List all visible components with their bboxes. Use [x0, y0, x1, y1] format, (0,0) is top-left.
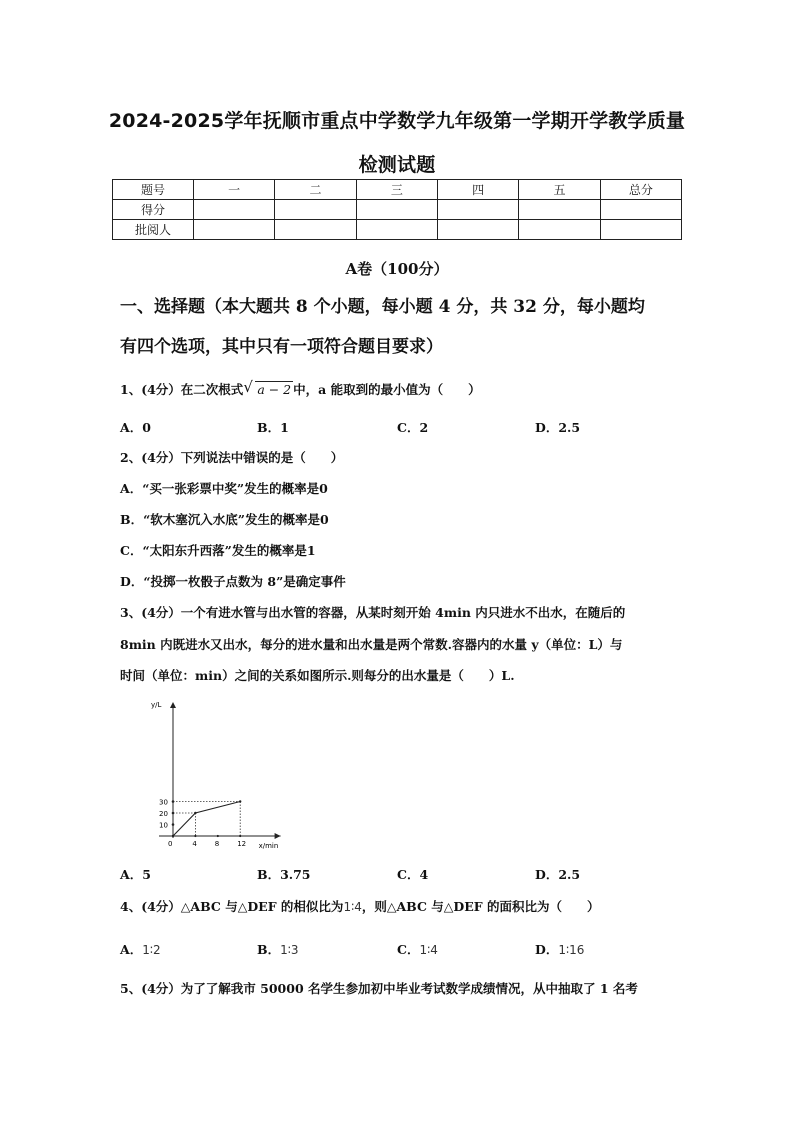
- q3-option-c[interactable]: C．4: [397, 867, 429, 882]
- x-tick-dot: [239, 835, 241, 837]
- x-tick-label: 4: [192, 840, 197, 848]
- q1-prefix: 1、(4分）在二次根式: [120, 382, 244, 397]
- score-header-cell: 五: [519, 180, 600, 200]
- score-cell[interactable]: [519, 200, 600, 220]
- q3-option-b[interactable]: B．3.75: [257, 867, 311, 882]
- q4-suffix: ，则△ABC 与△DEF 的面积比为（ ）: [361, 899, 600, 914]
- score-cell[interactable]: [194, 200, 275, 220]
- data-point: [239, 800, 241, 802]
- score-cell[interactable]: [356, 220, 437, 240]
- q1-option-a[interactable]: A．0: [120, 420, 151, 435]
- score-table-row: [113, 220, 682, 240]
- q4-option-d[interactable]: [535, 940, 584, 958]
- q4-option-value: 1∶16: [558, 943, 585, 957]
- water-volume-chart: [140, 696, 300, 856]
- q1-suffix: 中，a 能取到的最小值为（ ）: [293, 382, 481, 397]
- y-axis-label: y/L: [151, 701, 162, 709]
- sqrt-expression: [243, 374, 293, 406]
- q4-ratio: 1∶4: [343, 900, 362, 914]
- q3-option-a[interactable]: A．5: [120, 867, 151, 882]
- q4-option-letter: A．: [120, 942, 143, 957]
- question-4-stem: [120, 891, 690, 923]
- question-3-line2: 8min 内既进水又出水，每分的进水量和出水量是两个常数.容器内的水量 y（单位：L）与: [120, 637, 623, 652]
- q2-option-d[interactable]: D．“投掷一枚骰子点数为 8”是确定事件: [120, 574, 346, 589]
- q1-option-b[interactable]: B．1: [257, 420, 289, 435]
- x-tick-dot: [217, 835, 219, 837]
- score-header-cell: 三: [356, 180, 437, 200]
- x-tick-label: 8: [214, 840, 220, 848]
- section1-heading-line2: 有四个选项，其中只有一项符合题目要求）: [120, 337, 443, 357]
- x-tick-label: 12: [237, 840, 247, 848]
- data-point: [194, 812, 196, 814]
- x-tick-dot: [194, 835, 196, 837]
- y-tick-dot: [172, 823, 175, 826]
- section-a-heading: A卷（100分）: [345, 260, 449, 278]
- score-header-cell: 四: [437, 180, 518, 200]
- q4-option-a[interactable]: [120, 940, 161, 958]
- score-header-cell: 二: [275, 180, 356, 200]
- q4-option-letter: B．: [257, 942, 281, 957]
- x-axis-arrow-icon: [275, 833, 281, 839]
- q2-option-b[interactable]: B．“软木塞沉入水底”发生的概率是0: [120, 512, 329, 527]
- score-cell[interactable]: [519, 220, 600, 240]
- q4-option-letter: C．: [397, 942, 420, 957]
- question-5-line1: 5、(4分）为了了解我市 50000 名学生参加初中毕业考试数学成绩情况，从中抽取了 1 名考: [120, 981, 638, 996]
- score-cell[interactable]: [194, 220, 275, 240]
- section1-heading-line1: 一、选择题（本大题共 8 个小题，每小题 4 分，共 32 分，每小题均: [120, 297, 645, 317]
- question-3-line3: 时间（单位：min）之间的关系如图所示.则每分的出水量是（ ）L.: [120, 668, 515, 683]
- q4-option-letter: D．: [535, 942, 559, 957]
- question-3-line1: 3、(4分）一个有进水管与出水管的容器，从某时刻开始 4min 内只进水不出水，在随后的: [120, 605, 626, 620]
- score-header-cell: 一: [194, 180, 275, 200]
- y-tick-label: 20: [159, 810, 168, 818]
- score-header-cell: 题号: [113, 180, 194, 200]
- score-cell[interactable]: [437, 200, 518, 220]
- score-row-label: 批阅人: [113, 220, 194, 240]
- score-table-header-row: [113, 180, 682, 200]
- score-table-row: [113, 200, 682, 220]
- score-cell[interactable]: [275, 220, 356, 240]
- score-cell[interactable]: [275, 200, 356, 220]
- y-tick-dot: [172, 800, 175, 803]
- q4-prefix: 4、(4分）△ABC 与△DEF 的相似比为: [120, 899, 344, 914]
- exam-title-line1: 2024-2025学年抚顺市重点中学数学九年级第一学期开学教学质量: [108, 110, 686, 132]
- question-2-stem: 2、(4分）下列说法中错误的是（ ）: [120, 450, 344, 465]
- q4-option-b[interactable]: [257, 940, 298, 958]
- q4-option-c[interactable]: [397, 940, 438, 958]
- radical-sign-icon: √: [243, 378, 253, 396]
- exam-title-line2: 检测试题: [358, 154, 436, 176]
- score-cell[interactable]: [356, 200, 437, 220]
- score-cell[interactable]: [437, 220, 518, 240]
- q3-option-d[interactable]: D．2.5: [535, 867, 581, 882]
- q1-option-d[interactable]: D．2.5: [535, 420, 581, 435]
- q4-option-value: 1∶2: [142, 943, 161, 957]
- score-table: [112, 179, 682, 240]
- score-cell[interactable]: [600, 200, 681, 220]
- y-axis-arrow-icon: [170, 702, 176, 708]
- series-line: [173, 802, 240, 837]
- x-axis-label: x/min: [258, 842, 279, 850]
- q4-option-value: 1∶4: [419, 943, 438, 957]
- y-tick-label: 30: [159, 798, 168, 807]
- question-1-stem: [120, 374, 690, 406]
- score-row-label: 得分: [113, 200, 194, 220]
- q1-option-c[interactable]: C．2: [397, 420, 429, 435]
- x-tick-label: 0: [168, 840, 173, 848]
- q2-option-c[interactable]: C．“太阳东升西落”发生的概率是1: [120, 543, 316, 558]
- radicand: a − 2: [257, 382, 292, 397]
- q2-option-a[interactable]: A．“买一张彩票中奖”发生的概率是0: [120, 481, 328, 496]
- y-tick-label: 10: [159, 821, 168, 830]
- q4-option-value: 1∶3: [280, 943, 299, 957]
- score-header-cell: 总分: [600, 180, 681, 200]
- score-cell[interactable]: [600, 220, 681, 240]
- data-point: [172, 835, 174, 837]
- y-tick-dot: [172, 812, 175, 815]
